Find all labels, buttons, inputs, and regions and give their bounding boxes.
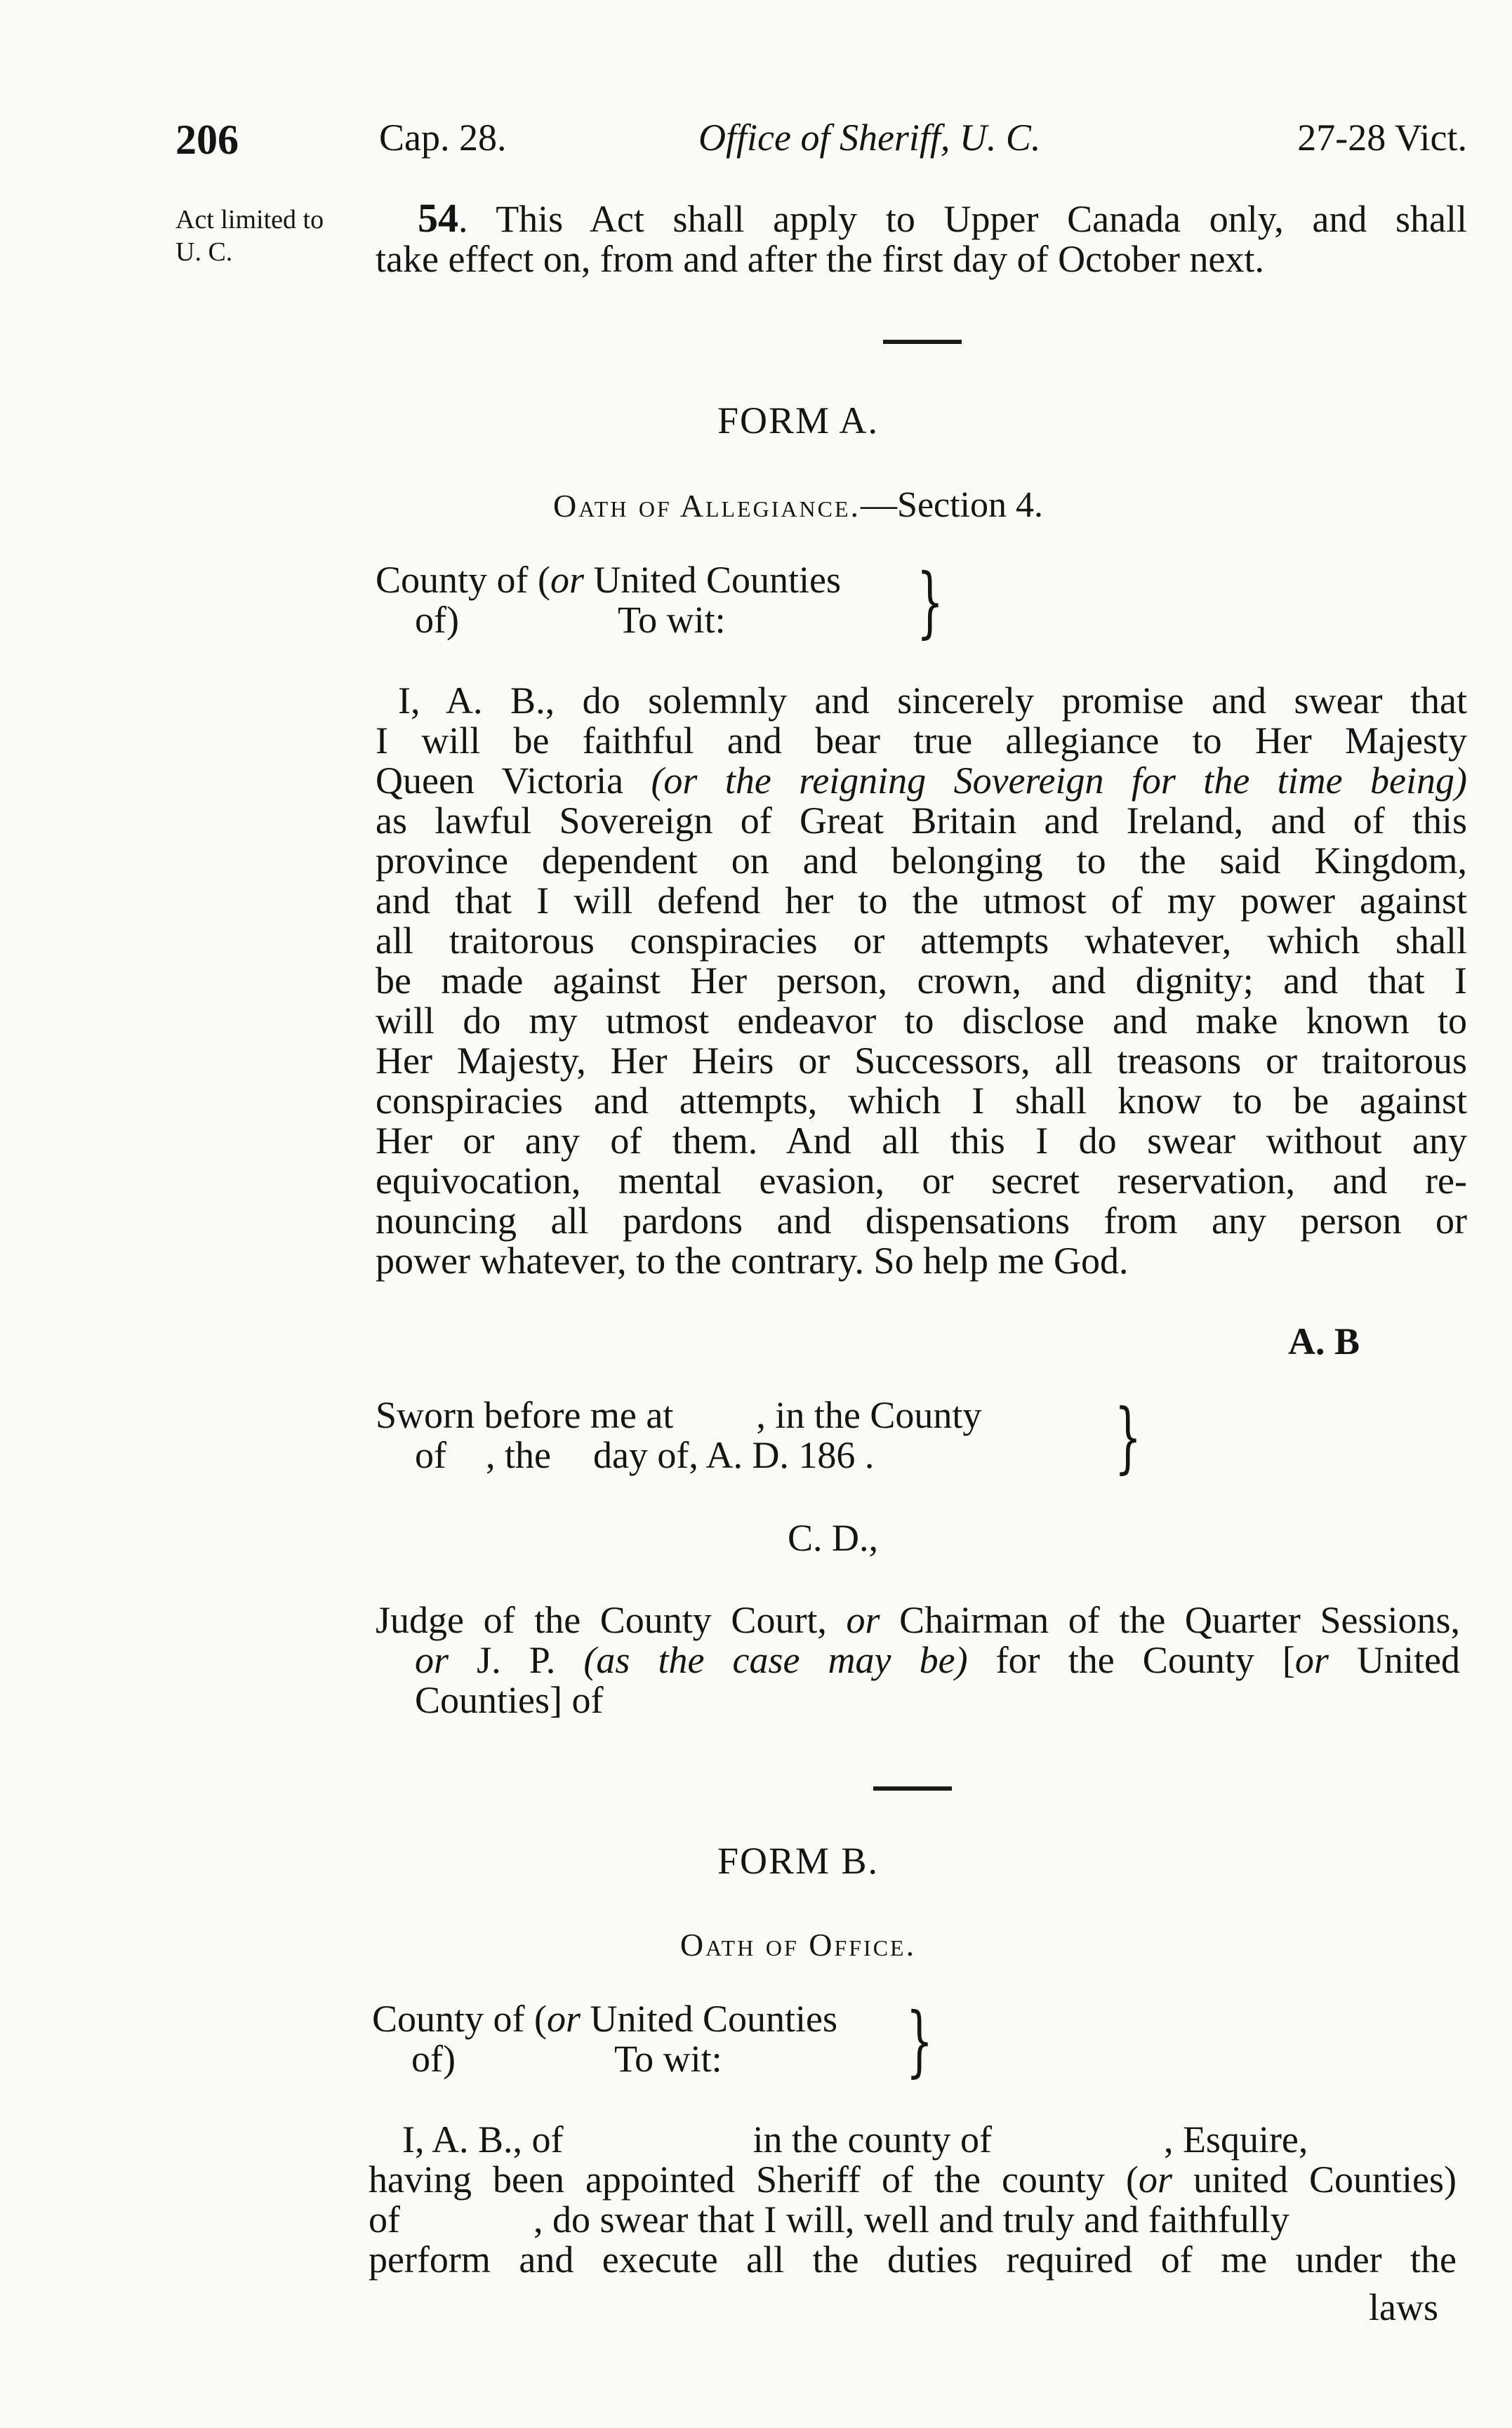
oath-line: will do my utmost endeavor to disclose and make known to <box>376 1000 1467 1042</box>
oath-line: power whatever, to the contrary. So help me God. <box>376 1240 1129 1282</box>
oath-line: equivocation, mental evasion, or secret reservation, and re- <box>376 1160 1467 1202</box>
oath-line: province dependent on and belonging to the said Kingdom, <box>376 840 1467 882</box>
form-b-subtitle: Oath of Office. <box>679 1927 917 1963</box>
venue-line: County of (or United Counties <box>376 559 841 601</box>
section-54 <box>376 195 1467 280</box>
oath-line: I, A. B., do solemnly and sincerely promise and swear that <box>398 679 1467 722</box>
jurat-line: Sworn before me at , in the County <box>376 1394 982 1436</box>
venue-line: of) To wit: <box>411 2038 722 2080</box>
oath-line: perform and execute all the duties required of me under the <box>369 2238 1457 2281</box>
oath-line: all traitorous conspiracies or attempts whatever, which shall <box>376 920 1467 962</box>
jurat <box>376 1395 981 1475</box>
form-a-title: FORM A. <box>717 399 880 442</box>
oath-line: be made against Her person, crown, and dignity; and that I <box>376 960 1467 1002</box>
form-a-oath <box>376 681 1467 1281</box>
oath-line: Her Majesty, Her Heirs or Successors, all treasons or traitorous <box>376 1040 1467 1082</box>
running-header <box>175 116 1467 172</box>
brace-icon: } <box>916 557 944 646</box>
form-b-venue <box>372 1999 837 2079</box>
officer-designation <box>376 1600 1460 1720</box>
marginal-note-line: U. C. <box>175 237 233 267</box>
oath-line: nouncing all pardons and dispensations from any person or <box>376 1200 1467 1242</box>
section-number: 54 <box>418 195 458 241</box>
oath-line: I will be faithful and bear true allegiance to Her Majesty <box>376 719 1467 762</box>
oath-line: Queen Victoria (or the reigning Sovereign for the time being) <box>376 759 1468 802</box>
section-54-line: 54. This Act shall apply to Upper Canada only, and shall <box>418 195 1467 241</box>
brace-icon: } <box>906 1996 934 2085</box>
oath-line: Her or any of them. And all this I do swear without any <box>376 1120 1467 1162</box>
oath-line: of , do swear that I will, well and truly and faithfully <box>369 2198 1289 2241</box>
form-divider <box>873 1786 952 1791</box>
page-number: 206 <box>175 117 239 163</box>
form-b-oath <box>369 2120 1457 2280</box>
section-54-line: take effect on, from and after the first day of October next. <box>376 238 1264 280</box>
running-title: Office of Sheriff, U. C. <box>698 117 1041 159</box>
venue-line: County of (or United Counties <box>372 1998 837 2040</box>
form-a-venue <box>376 560 841 640</box>
designation-line: or J. P. (as the case may be) for the County [or United <box>415 1639 1460 1681</box>
chapter-label: Cap. 28. <box>379 117 507 159</box>
venue-line: of) To wit: <box>415 599 726 641</box>
oath-line: having been appointed Sheriff of the county (or united Counties) <box>369 2158 1457 2201</box>
catchword: laws <box>1369 2286 1438 2328</box>
oath-line: and that I will defend her to the utmost of my power against <box>376 880 1467 922</box>
marginal-note-line: Act limited to <box>175 205 324 234</box>
signatory-initials: A. B <box>1288 1320 1360 1362</box>
officer-initials: C. D., <box>788 1517 879 1559</box>
form-b-title: FORM B. <box>717 1840 880 1882</box>
designation-line: Counties] of <box>415 1679 604 1721</box>
oath-line: I, A. B., of in the county of , Esquire, <box>402 2118 1308 2161</box>
oath-line: conspiracies and attempts, which I shall know to be against <box>376 1080 1467 1122</box>
form-a-subtitle: Oath of Allegiance.—Section 4. <box>552 485 1044 525</box>
regnal-year: 27-28 Vict. <box>1297 117 1467 159</box>
jurat-line: of , the day of, A. D. 186 . <box>415 1434 875 1476</box>
marginal-note <box>175 204 324 268</box>
oath-line: as lawful Sovereign of Great Britain and Ireland, and of this <box>376 800 1467 842</box>
brace-icon: } <box>1114 1392 1142 1482</box>
designation-line: Judge of the County Court, or Chairman of the Quarter Sessions, <box>376 1599 1460 1641</box>
section-divider <box>883 340 962 344</box>
